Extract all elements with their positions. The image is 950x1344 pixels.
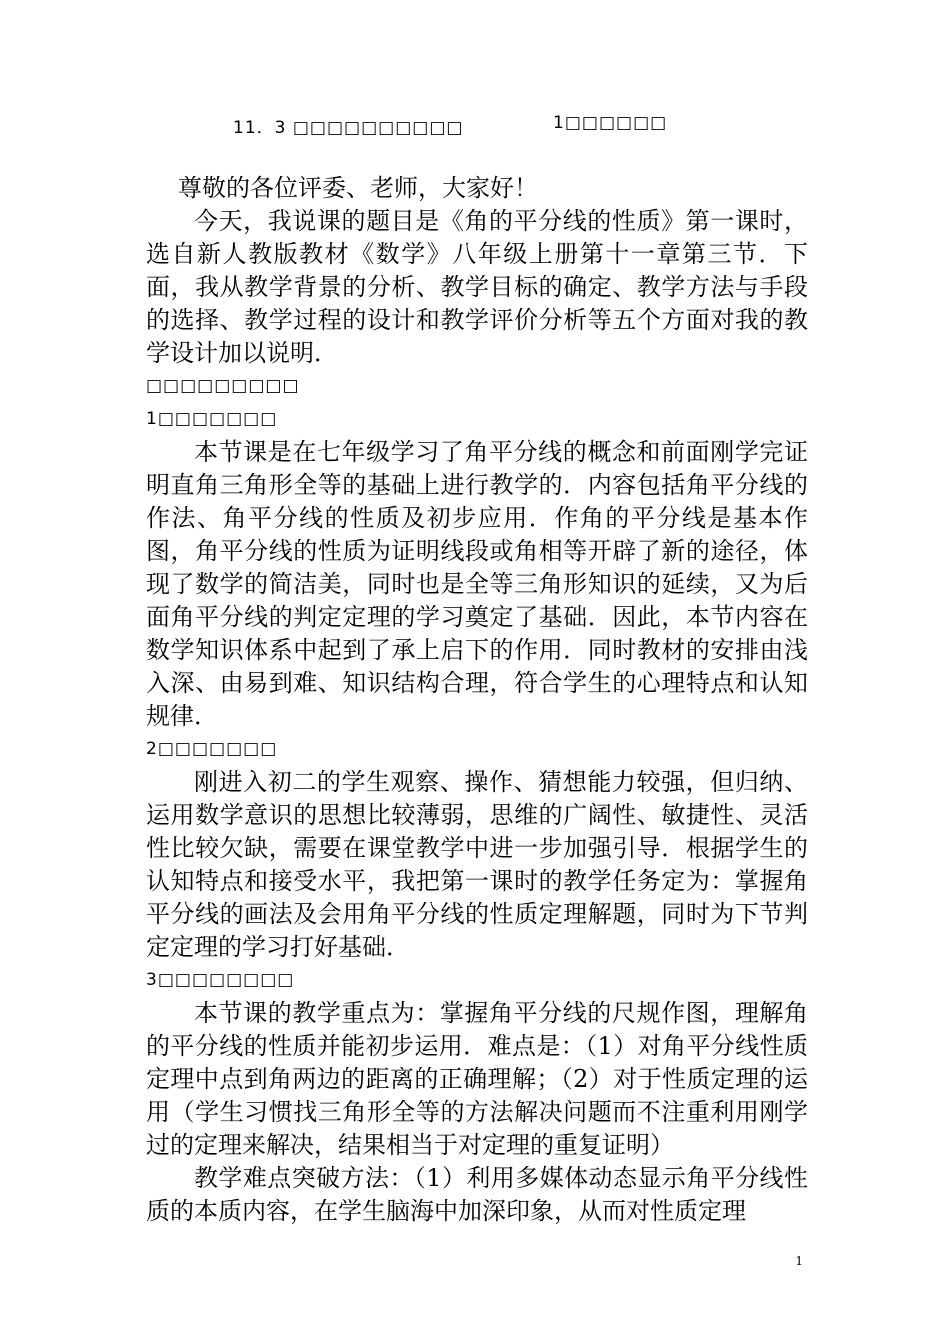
section-heading-background-analysis: □□□□□□□□□ — [146, 376, 300, 396]
subsection-2-paragraph: 刚进入初二的学生观察、操作、猜想能力较强，但归纳、运用数学意识的思想比较薄弱，思维的广阔性、敏捷性、灵活性比较欠缺，需要在课堂教学中进一步加强引导．根据学生的认知特点和接受水平，我把第一课时的教学任务定为：掌握角平分线的画法及会用角平分线的性质定理解题，同时为下节判定定理的学习打好基础． — [146, 768, 808, 961]
greeting-paragraph: 尊敬的各位评委、老师，大家好！ — [178, 174, 538, 202]
subsection-heading-3: 3□□□□□□□□ — [146, 970, 295, 990]
subsection-3-paragraph-difficulty-methods: 教学难点突破方法：（1）利用多媒体动态显示角平分线性质的本质内容，在学生脑海中加深印象，从而对性质定理 — [146, 1164, 808, 1225]
subsection-heading-2: 2□□□□□□□ — [146, 739, 278, 759]
page-number: 1 — [795, 1254, 803, 1268]
title-right: 1□□□□□□ — [553, 113, 668, 133]
subsection-1-paragraph: 本节课是在七年级学习了角平分线的概念和前面刚学完证明直角三角形全等的基础上进行教学的．内容包括角平分线的作法、角平分线的性质及初步应用．作角的平分线是基本作图，角平分线的性质为证明线段或角相等开辟了新的途径，体现了数学的简洁美，同时也是全等三角形知识的延续，又为后面角平分线的判定定理的学习奠定了基础．因此，本节内容在数学知识体系中起到了承上启下的作用．同时教材的安排由浅入深、由易到难、知识结构合理，符合学生的心理特点和认知规律． — [146, 438, 808, 730]
subsection-3-paragraph-key-points: 本节课的教学重点为：掌握角平分线的尺规作图，理解角的平分线的性质并能初步运用．难点是：（1）对角平分线性质定理中点到角两边的距离的正确理解；（2）对于性质定理的运用（学生习惯找三角形全等的方法解决问题而不注重利用刚学过的定理来解决，结果相当于对定理的重复证明） — [146, 999, 808, 1159]
document-title — [0, 113, 950, 143]
subsection-heading-1: 1□□□□□□□ — [146, 409, 278, 429]
intro-paragraph: 今天，我说课的题目是《角的平分线的性质》第一课时，选自新人教版教材《数学》八年级上册第十一章第三节．下面，我从教学背景的分析、教学目标的确定、教学方法与手段的选择、教学过程的设计和教学评价分析等五个方面对我的教学设计加以说明． — [146, 207, 808, 367]
document-body — [146, 172, 808, 1228]
title-left: 11．3 □□□□□□□□□□ — [233, 118, 464, 138]
